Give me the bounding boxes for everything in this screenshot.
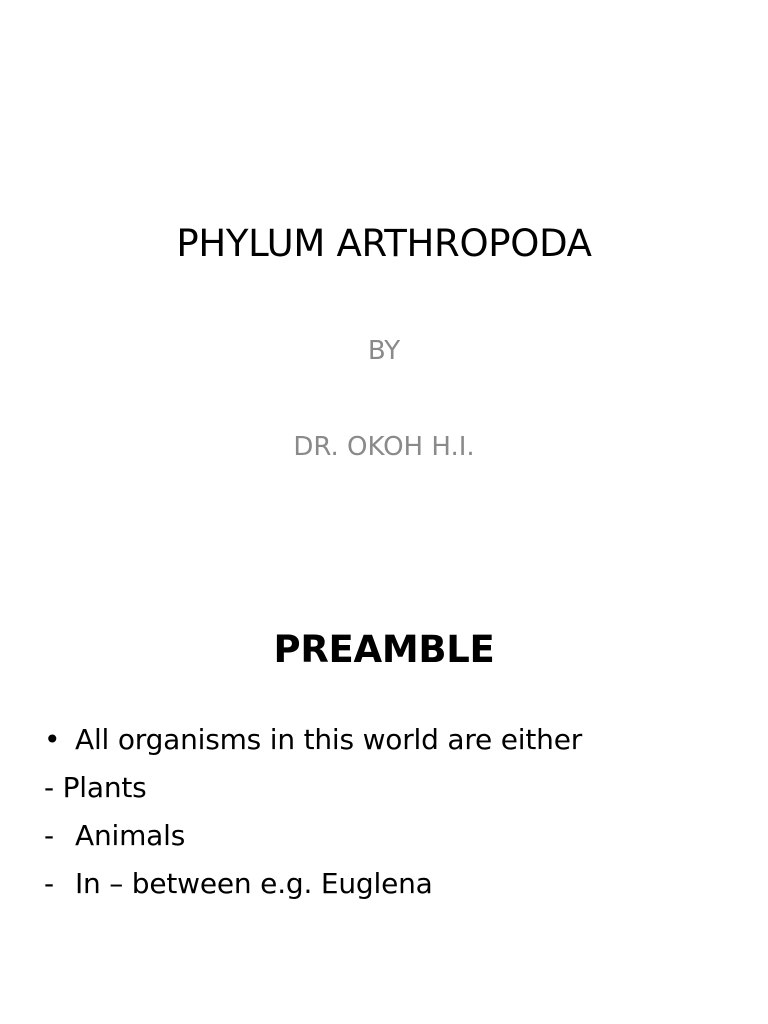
preamble-slide	[0, 576, 768, 1024]
by-label: BY	[367, 336, 401, 366]
list-item-text: All organisms in this world are either	[75, 723, 583, 756]
list-item-text: In – between e.g. Euglena	[75, 867, 433, 900]
section-title: PREAMBLE	[273, 628, 495, 671]
list-item-text: Animals	[75, 819, 186, 852]
presentation-title: PHYLUM ARTHROPODA	[176, 222, 592, 265]
bullet-icon: •	[44, 723, 61, 756]
author-name: DR. OKOH H.I.	[293, 432, 475, 462]
dash-marker: -	[44, 819, 54, 852]
list-item-text: - Plants	[44, 771, 147, 804]
dash-marker: -	[44, 867, 54, 900]
